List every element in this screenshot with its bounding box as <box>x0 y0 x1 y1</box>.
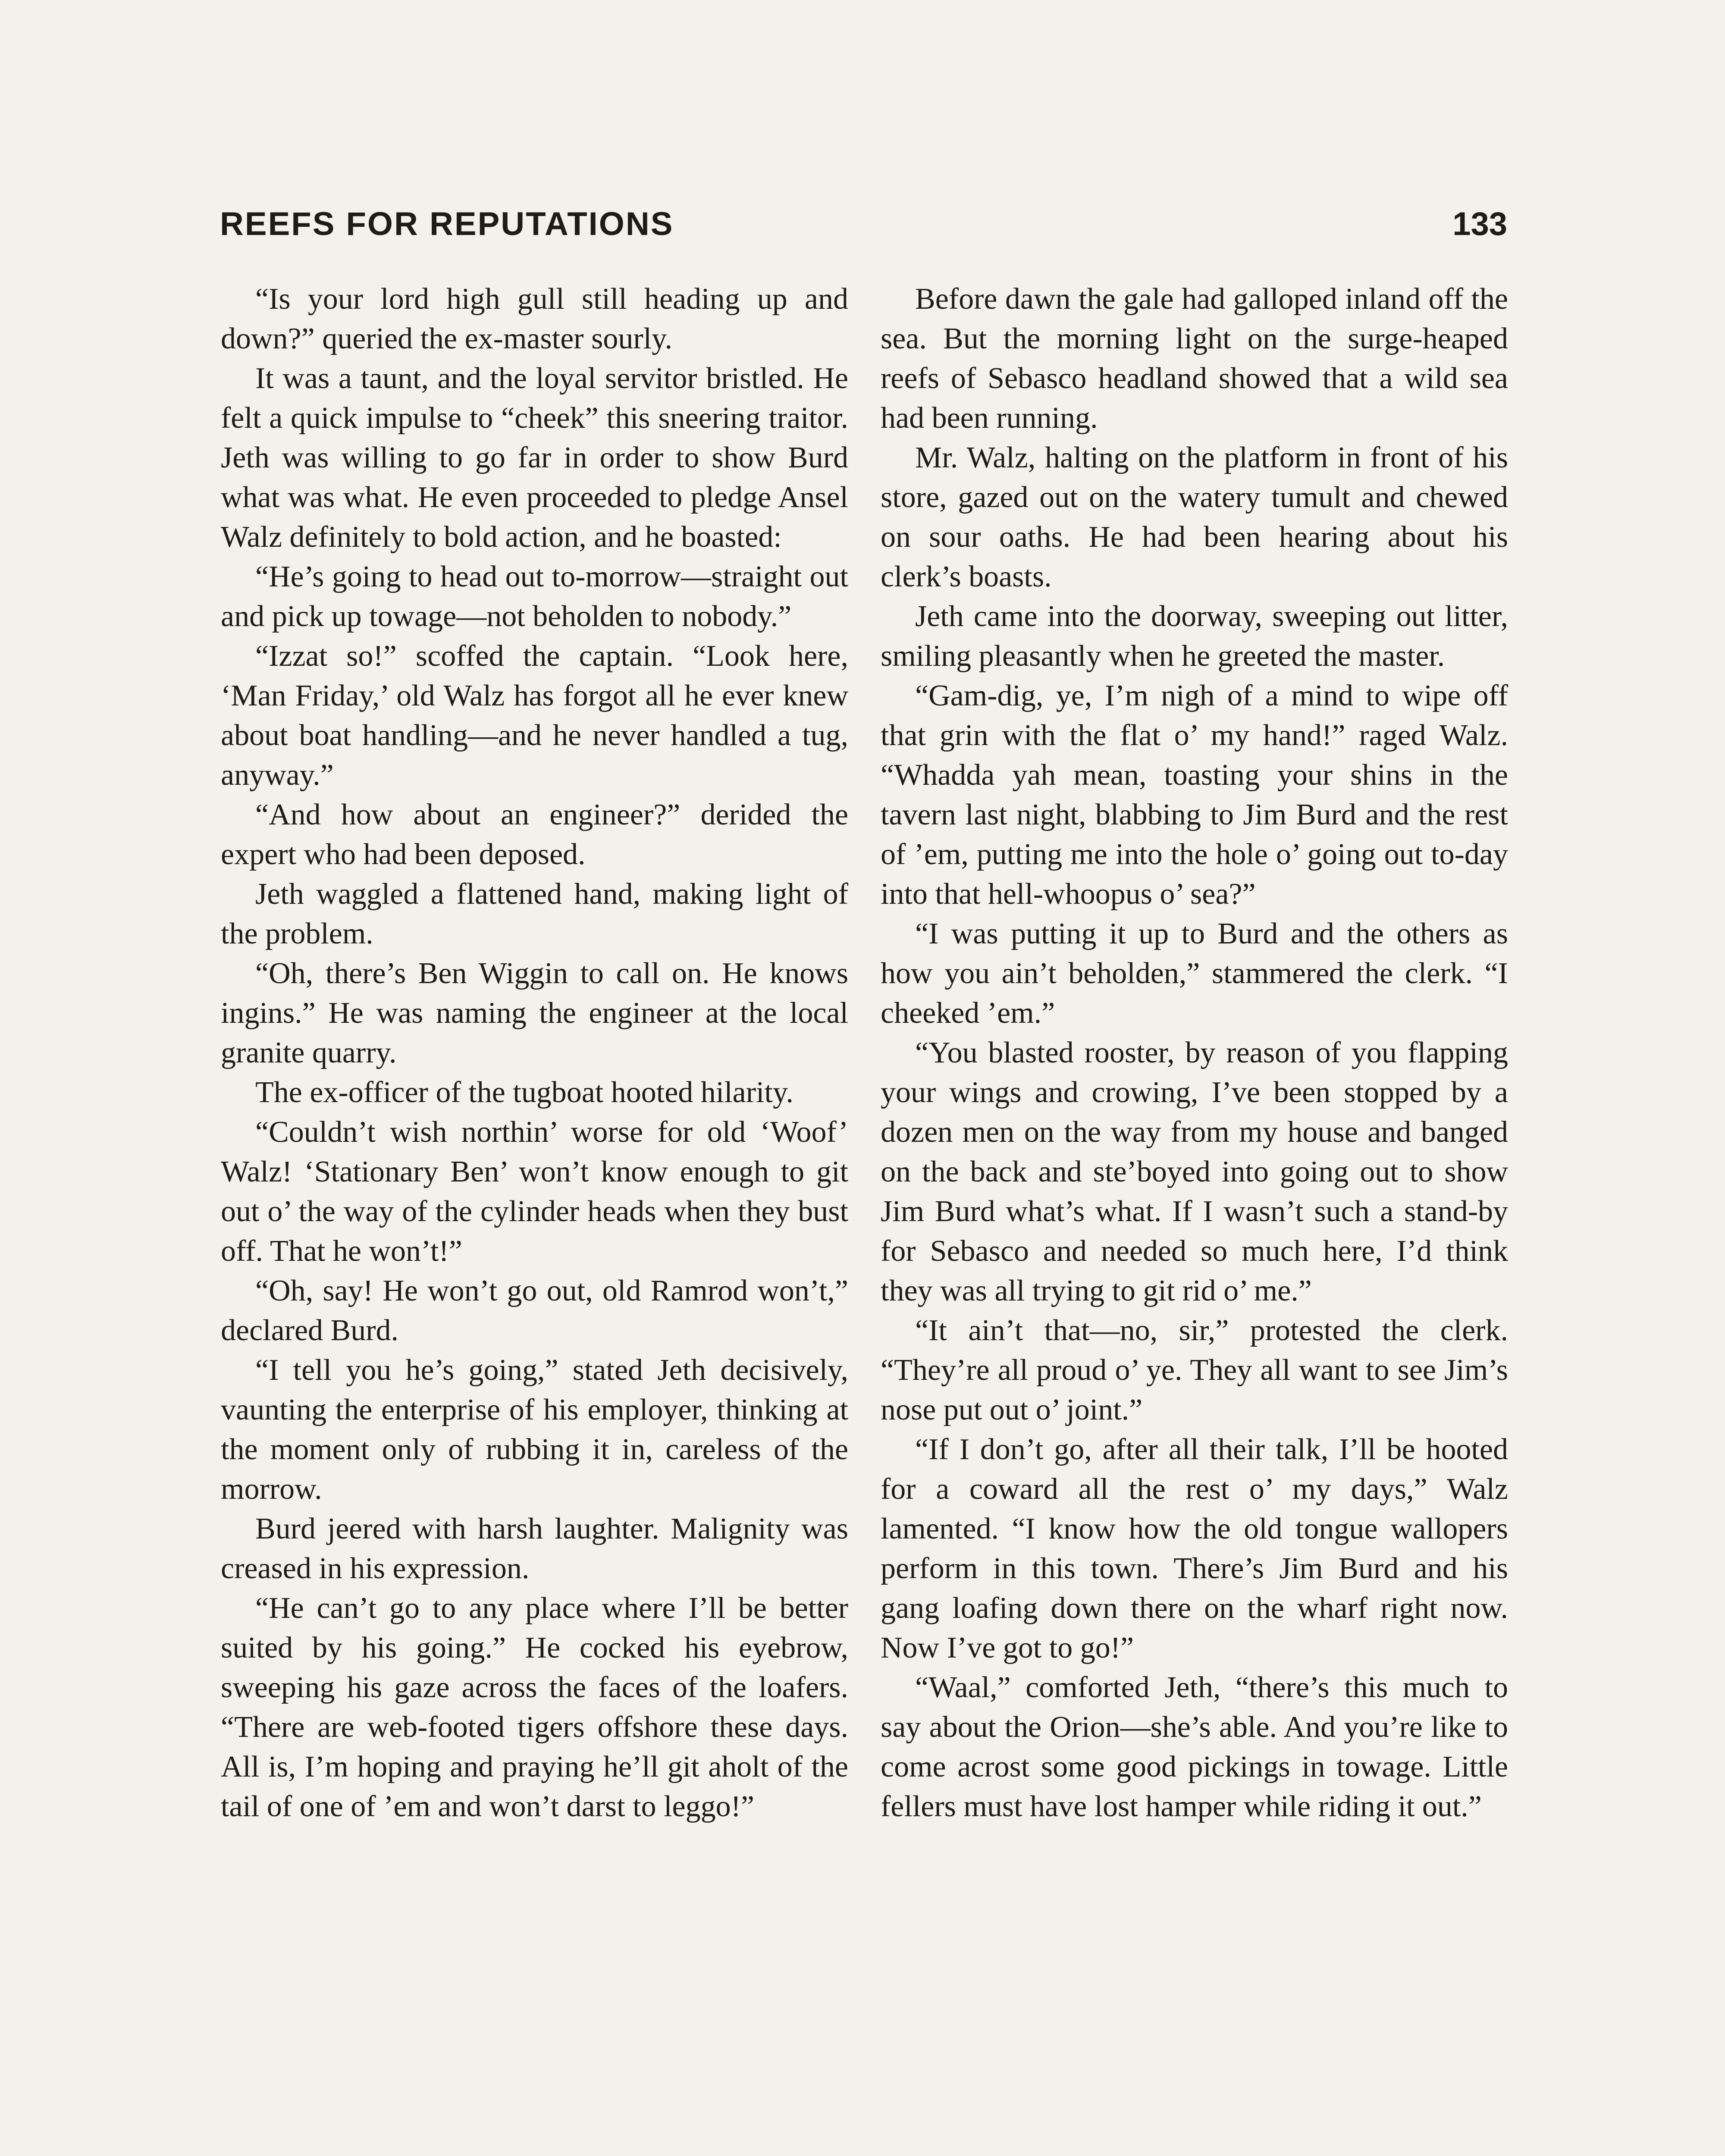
paragraph: “I was putting it up to Burd and the others as how you ain’t beholden,” stammered the clerk. “I cheeked ’em.” <box>881 917 1508 1030</box>
paragraph: “If I don’t go, after all their talk, I’ll be hooted for a coward all the rest o’ my days,” Walz lamented. “I know how the old tongue wallopers perform in this town. There’s Jim Burd and his gang loafing down there on the wharf right now. Now I’ve got to go!” <box>881 1433 1508 1664</box>
paragraph: “You blasted rooster, by reason of you flapping your wings and crowing, I’ve been stopped by a dozen men on the way from my house and banged on the back and ste’boyed into going out to show Jim Burd what’s what. If I wasn’t such a stand-by for Sebasco and needed so much here, I’d think they was all trying to git rid o’ me.” <box>881 1036 1508 1307</box>
paragraph: “He can’t go to any place where I’ll be better suited by his going.” He cocked his eyebrow, sweeping his gaze across the faces of the loafers. “There are web-footed tigers offshore these days. All is, I’m hoping and praying he’ll git aholt of the tail of one of ’em and won’t darst to leggo!” <box>221 1592 848 1823</box>
paragraph: Jeth waggled a flattened hand, making light of the problem. <box>221 877 848 950</box>
running-title: REEFS FOR REPUTATIONS <box>220 206 674 242</box>
paragraph: Before dawn the gale had galloped inland off the sea. But the morning light on the surge-heaped reefs of Sebasco headland showed that a wild sea had been running. <box>881 282 1508 435</box>
page-number: 133 <box>1452 206 1507 242</box>
paragraph: “He’s going to head out to-morrow—straight out and pick up towage—not beholden to nobody.” <box>221 560 848 633</box>
paragraph: Burd jeered with harsh laughter. Malignity was creased in his expression. <box>221 1512 848 1585</box>
paragraph: “And how about an engineer?” derided the expert who had been deposed. <box>221 798 848 871</box>
paragraph: “Waal,” comforted Jeth, “there’s this much to say about the Orion—she’s able. And you’re like to come acrost some good pickings in towage. Little fellers must have lost hamper while riding it out.” <box>881 1671 1508 1823</box>
paragraph: Jeth came into the doorway, sweeping out litter, smiling pleasantly when he greeted the master. <box>881 600 1508 673</box>
paragraph: “Oh, there’s Ben Wiggin to call on. He knows ingins.” He was naming the engineer at the local granite quarry. <box>221 957 848 1069</box>
left-column <box>221 279 848 1827</box>
page-header <box>220 203 1507 254</box>
paragraph: “Couldn’t wish northin’ worse for old ‘Woof’ Walz! ‘Stationary Ben’ won’t know enough to git out o’ the way of the cylinder heads when they bust off. That he won’t!” <box>221 1116 848 1268</box>
paragraph: “Gam-dig, ye, I’m nigh of a mind to wipe off that grin with the flat o’ my hand!” raged Walz. “Whadda yah mean, toasting your shins in the tavern last night, blabbing to Jim Burd and the rest of ’em, putting me into the hole o’ going out to-day into that hell-whoopus o’ sea?” <box>881 679 1508 911</box>
paragraph: “Is your lord high gull still heading up and down?” queried the ex-master sourly. <box>221 282 848 355</box>
right-column <box>881 279 1508 1827</box>
paragraph: Mr. Walz, halting on the platform in front of his store, gazed out on the watery tumult and chewed on sour oaths. He had been hearing about his clerk’s boasts. <box>881 441 1508 593</box>
paragraph: The ex-officer of the tugboat hooted hilarity. <box>255 1076 794 1109</box>
paragraph: “It ain’t that—no, sir,” protested the clerk. “They’re all proud o’ ye. They all want to see Jim’s nose put out o’ joint.” <box>881 1314 1508 1426</box>
paragraph: “Oh, say! He won’t go out, old Ramrod won’t,” declared Burd. <box>221 1274 848 1347</box>
paragraph: “I tell you he’s going,” stated Jeth decisively, vaunting the enterprise of his employer, thinking at the moment only of rubbing it in, careless of the morrow. <box>221 1354 848 1506</box>
paragraph: “Izzat so!” scoffed the captain. “Look here, ‘Man Friday,’ old Walz has forgot all he ever knew about boat handling—and he never handled a tug, anyway.” <box>221 639 848 792</box>
paragraph: It was a taunt, and the loyal servitor bristled. He felt a quick impulse to “cheek” this sneering traitor. Jeth was willing to go far in order to show Burd what was what. He even proceeded to pledge Ansel Walz definitely to bold action, and he boasted: <box>221 362 848 554</box>
